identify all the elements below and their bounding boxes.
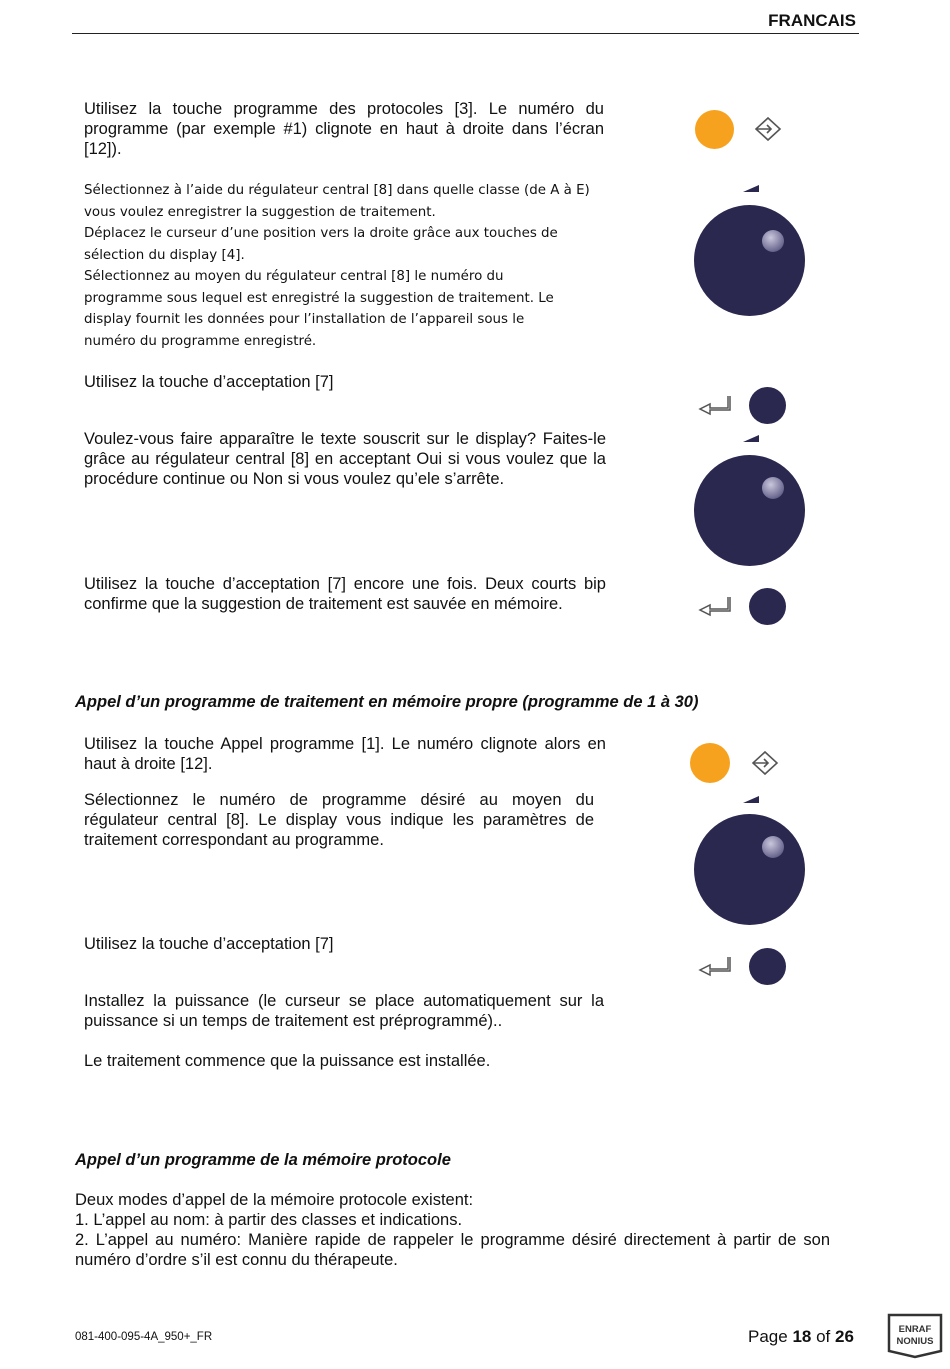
footer-doc-ref: 081-400-095-4A_950+_FR (75, 1331, 213, 1343)
list-item-by-name: 1. L’appel au nom: à partir des classes et indications. (75, 1211, 463, 1229)
dark-button-icon (749, 948, 786, 985)
orange-button-icon (695, 110, 734, 149)
page-of: of (816, 1327, 831, 1346)
knob-grip-icon (762, 230, 784, 252)
central-knob-icon (694, 814, 805, 925)
dark-button-icon (749, 588, 786, 625)
knob-grip-icon (762, 477, 784, 499)
footer-page-number (748, 1327, 854, 1347)
paragraph-accept-key: Utilisez la touche d’acceptation [7] (84, 373, 334, 391)
paragraph-select-program: Sélectionnez le numéro de programme désiré au moyen du régulateur central [8]. Le display vous indique les paramètres de traitement correspondant au programme. (84, 791, 594, 849)
enraf-nonius-logo (885, 1311, 945, 1359)
enter-return-icon (698, 394, 732, 418)
level-indicator-icon (743, 435, 759, 443)
enter-arrow-icon (750, 750, 780, 776)
enter-arrow-icon (753, 116, 783, 142)
page-total: 26 (835, 1327, 854, 1346)
paragraph-two-modes: Deux modes d’appel de la mémoire protocole existent: (75, 1191, 474, 1209)
orange-button-icon (690, 743, 730, 783)
section-heading-protocol-memory: Appel d’un programme de la mémoire protocole (75, 1151, 451, 1169)
header-language: FRANCAIS (768, 11, 856, 30)
central-knob-icon (694, 455, 805, 566)
level-indicator-icon (743, 796, 759, 804)
paragraph-treatment-starts: Le traitement commence que la puissance est installée. (84, 1052, 491, 1070)
page-current: 18 (792, 1327, 812, 1346)
page-prefix: Page (748, 1327, 788, 1346)
paragraph-call-program: Utilisez la touche Appel programme [1]. Le numéro clignote alors en haut à droite [12]. (84, 735, 606, 773)
paragraph-accept-key-2: Utilisez la touche d’acceptation [7] (84, 935, 334, 953)
list-item-by-number: 2. L’appel au numéro: Manière rapide de rappeler le programme désiré directement à partir de son numéro d’ordre s’il est connu du thérapeute. (75, 1231, 830, 1269)
knob-grip-icon (762, 836, 784, 858)
paragraph-accept-again: Utilisez la touche d’acceptation [7] encore une fois. Deux courts bip confirme que la suggestion de traitement est sauvée en mémoire. (84, 575, 606, 613)
paragraph-display-text: Voulez-vous faire apparaître le texte souscrit sur le display? Faites-le grâce au régulateur central [8] en acceptant Oui si vous voulez que la procédure continue ou Non si vous voulez qu’ele s’arrête. (84, 430, 606, 488)
logo-line2: NONIUS (896, 1336, 934, 1347)
level-indicator-icon (743, 185, 759, 193)
paragraph-move-cursor: Déplacez le curseur d’une position vers la droite grâce aux touches de sélection du display [4]. (84, 226, 558, 263)
section-heading-own-memory: Appel d’un programme de traitement en mémoire propre (programme de 1 à 30) (75, 693, 699, 711)
paragraph-select-class: Sélectionnez à l’aide du régulateur central [8] dans quelle classe (de A à E) vous voulez enregistrer la suggestion de traitement. (84, 183, 590, 220)
enter-return-icon (698, 955, 732, 979)
paragraph-protocol-key: Utilisez la touche programme des protocoles [3]. Le numéro du programme (par exemple #1) clignote en haut à droite dans l’écran [12]). (84, 100, 604, 158)
logo-line1: ENRAF (898, 1324, 932, 1335)
dark-button-icon (749, 387, 786, 424)
central-knob-icon (694, 205, 805, 316)
paragraph-select-program-number: Sélectionnez au moyen du régulateur central [8] le numéro du programme sous lequel est enregistré la suggestion de traitement. Le display fournit les données pour l’installation de l’appareil sous le numéro du programme enregistré. (84, 269, 554, 349)
paragraph-set-power: Installez la puissance (le curseur se place automatiquement sur la puissance si un temps de traitement est préprogrammé).. (84, 992, 604, 1030)
enter-return-icon (698, 595, 732, 619)
header-divider (72, 33, 859, 34)
